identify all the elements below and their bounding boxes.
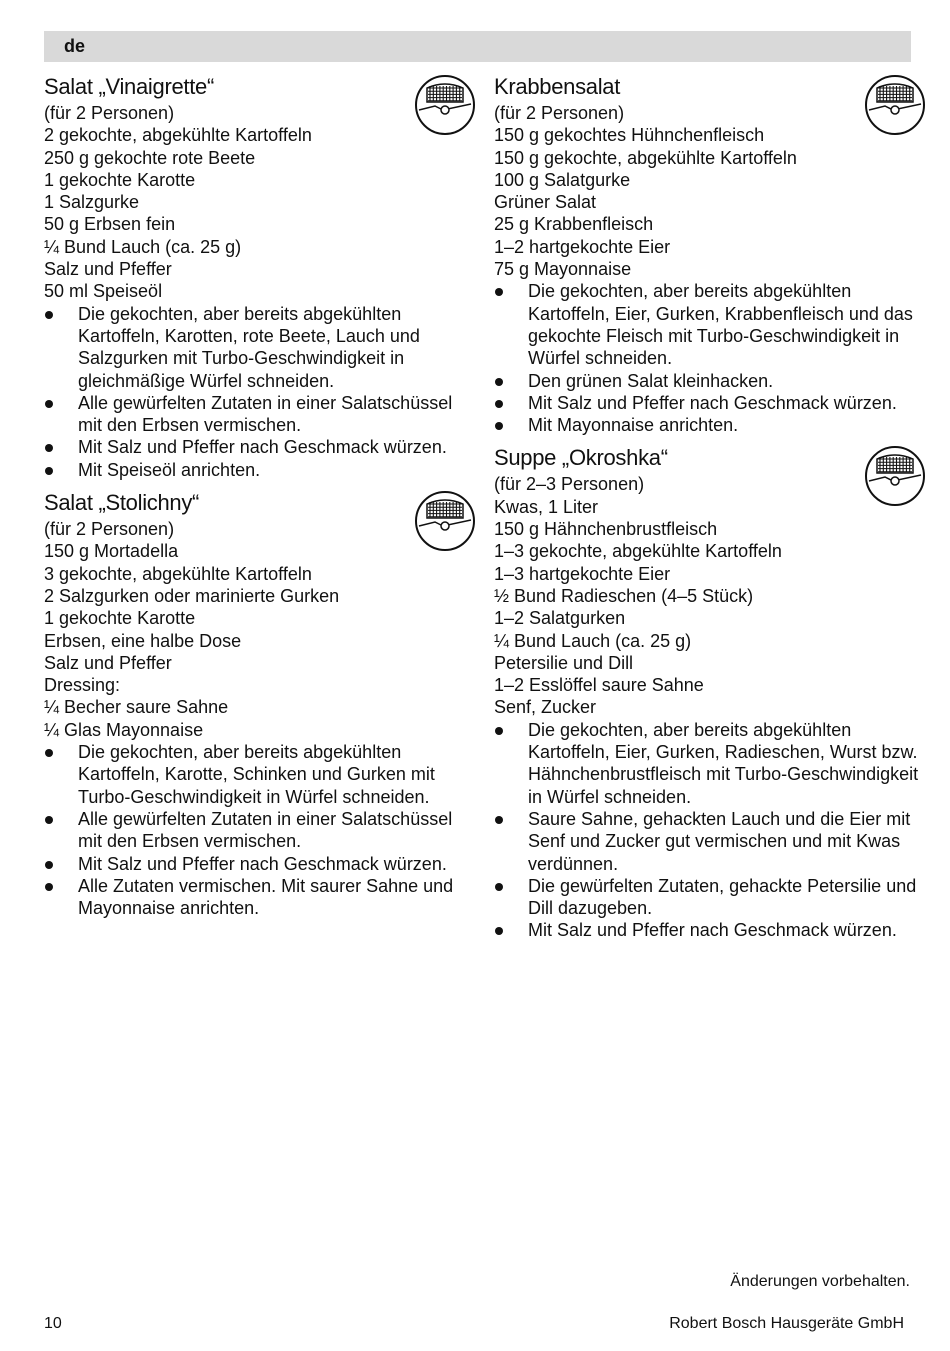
step-item: Die gekochten, aber bereits abgekühlten Kartoffeln, Eier, Gurken, Krabbenfleisch und das gekochte Fleisch mit Turbo-Geschwindigkeit in Würfel schneiden. (494, 280, 924, 369)
dicing-disc-icon (863, 443, 927, 507)
ingredient-line: 2 Salzgurken oder marinierte Gurken (44, 585, 340, 606)
ingredient-line: 1 Salzgurke (44, 192, 140, 213)
ingredient-line: 150 g gekochtes Hühnchenfleisch (494, 125, 765, 146)
recipe-title: Suppe „Okroshka“ (494, 445, 668, 471)
ingredient-line: ½ Bund Radieschen (4–5 Stück) (494, 585, 754, 606)
ingredient-line: Salz und Pfeffer (44, 652, 172, 673)
step-list (494, 280, 924, 436)
right-column (494, 72, 924, 949)
ingredient-line: 1–3 hartgekochte Eier (494, 563, 671, 584)
ingredient-line: 1–2 Salatgurken (494, 608, 626, 629)
ingredient-line: 1–2 Esslöffel saure Sahne (494, 675, 704, 696)
ingredient-line: 2 gekochte, abgekühlte Kartoffeln (44, 125, 312, 146)
recipe-stolichny (44, 488, 474, 919)
changes-reserved-note: Änderungen vorbehalten. (730, 1273, 910, 1290)
language-header-bar (44, 31, 911, 62)
ingredient-line: 1 gekochte Karotte (44, 608, 196, 629)
step-item: Alle Zutaten vermischen. Mit saurer Sahne und Mayonnaise anrichten. (44, 875, 474, 920)
step-list (44, 741, 474, 919)
step-item: Mit Speiseöl anrichten. (44, 459, 474, 481)
ingredient-line: ¼ Bund Lauch (ca. 25 g) (494, 630, 692, 651)
step-item: Die gekochten, aber bereits abgekühlten Kartoffeln, Eier, Gurken, Radieschen, Wurst bzw. Hähnchenbrustfleisch mit Turbo-Geschwindigkeit in Würfel schneiden. (494, 719, 924, 808)
ingredient-line: 50 ml Speiseöl (44, 281, 163, 302)
page-number: 10 (44, 1315, 62, 1332)
ingredient-line: (für 2–3 Personen) (494, 474, 645, 495)
ingredient-line: (für 2 Personen) (44, 103, 175, 123)
ingredient-line: Petersilie und Dill (494, 652, 634, 673)
ingredient-line: Grüner Salat (494, 192, 597, 213)
step-item: Mit Salz und Pfeffer nach Geschmack würzen. (494, 919, 924, 941)
step-item: Alle gewürfelten Zutaten in einer Salatschüssel mit den Erbsen vermischen. (44, 392, 474, 437)
ingredient-line: 25 g Krabbenfleisch (494, 214, 654, 235)
step-item: Mit Mayonnaise anrichten. (494, 414, 924, 436)
ingredient-line: 250 g gekochte rote Beete (44, 147, 256, 168)
ingredient-line: ¼ Glas Mayonnaise (44, 719, 204, 740)
ingredient-line: Salz und Pfeffer (44, 259, 172, 280)
ingredient-line: Kwas, 1 Liter (494, 496, 599, 517)
step-item: Die gewürfelten Zutaten, gehackte Petersilie und Dill dazugeben. (494, 875, 924, 920)
company-name: Robert Bosch Hausgeräte GmbH (669, 1315, 904, 1332)
ingredient-line: 1–3 gekochte, abgekühlte Kartoffeln (494, 541, 782, 562)
step-item: Mit Salz und Pfeffer nach Geschmack würzen. (44, 436, 474, 458)
ingredient-line: 3 gekochte, abgekühlte Kartoffeln (44, 563, 312, 584)
step-item: Die gekochten, aber bereits abgekühlten Kartoffeln, Karotte, Schinken und Gurken mit Turbo-Geschwindigkeit in Würfel schneiden. (44, 741, 474, 808)
step-item: Mit Salz und Pfeffer nach Geschmack würzen. (494, 392, 924, 414)
ingredient-list (494, 102, 924, 280)
dicing-disc-icon (413, 488, 477, 552)
step-item: Mit Salz und Pfeffer nach Geschmack würzen. (44, 853, 474, 875)
ingredient-line: ¼ Becher saure Sahne (44, 697, 229, 718)
ingredient-line: (für 2 Personen) (44, 519, 175, 540)
ingredient-line: (für 2 Personen) (494, 103, 625, 123)
step-item: Den grünen Salat kleinhacken. (494, 370, 924, 392)
language-code: de (64, 36, 86, 56)
ingredient-list (44, 518, 474, 741)
ingredient-line: 50 g Erbsen fein (44, 214, 176, 235)
ingredient-line: 75 g Mayonnaise (494, 259, 632, 280)
step-list (494, 719, 924, 942)
recipe-vinaigrette (44, 72, 474, 481)
ingredient-line: ¼ Bund Lauch (ca. 25 g) (44, 236, 242, 257)
ingredient-line: 150 g gekochte, abgekühlte Kartoffeln (494, 147, 797, 168)
recipe-okroshka (494, 443, 924, 941)
recipe-krabbensalat (494, 72, 924, 436)
ingredient-line: 150 g Hähnchenbrustfleisch (494, 519, 718, 540)
ingredient-line: 1–2 hartgekochte Eier (494, 236, 671, 257)
recipe-title: Salat „Vinaigrette“ (44, 74, 214, 99)
ingredient-list (494, 473, 924, 718)
ingredient-line: Senf, Zucker (494, 697, 597, 718)
step-item: Saure Sahne, gehackten Lauch und die Eier mit Senf und Zucker gut vermischen und mit Kwas verdünnen. (494, 808, 924, 875)
ingredient-list (44, 102, 474, 303)
step-list (44, 303, 474, 481)
step-item: Die gekochten, aber bereits abgekühlten Kartoffeln, Karotten, rote Beete, Lauch und Salzgurken mit Turbo-Geschwindigkeit in gleichmäßige Würfel schneiden. (44, 303, 474, 392)
ingredient-line: 100 g Salatgurke (494, 169, 631, 190)
ingredient-line: 150 g Mortadella (44, 541, 179, 562)
ingredient-line: 1 gekochte Karotte (44, 169, 196, 190)
ingredient-line: Dressing: (44, 675, 121, 696)
dicing-disc-icon (413, 72, 477, 136)
ingredient-line: Erbsen, eine halbe Dose (44, 630, 242, 651)
left-column (44, 72, 474, 926)
dicing-disc-icon (863, 72, 927, 136)
recipe-title: Krabbensalat (494, 74, 621, 99)
step-item: Alle gewürfelten Zutaten in einer Salatschüssel mit den Erbsen vermischen. (44, 808, 474, 853)
recipe-title: Salat „Stolichny“ (44, 490, 200, 516)
